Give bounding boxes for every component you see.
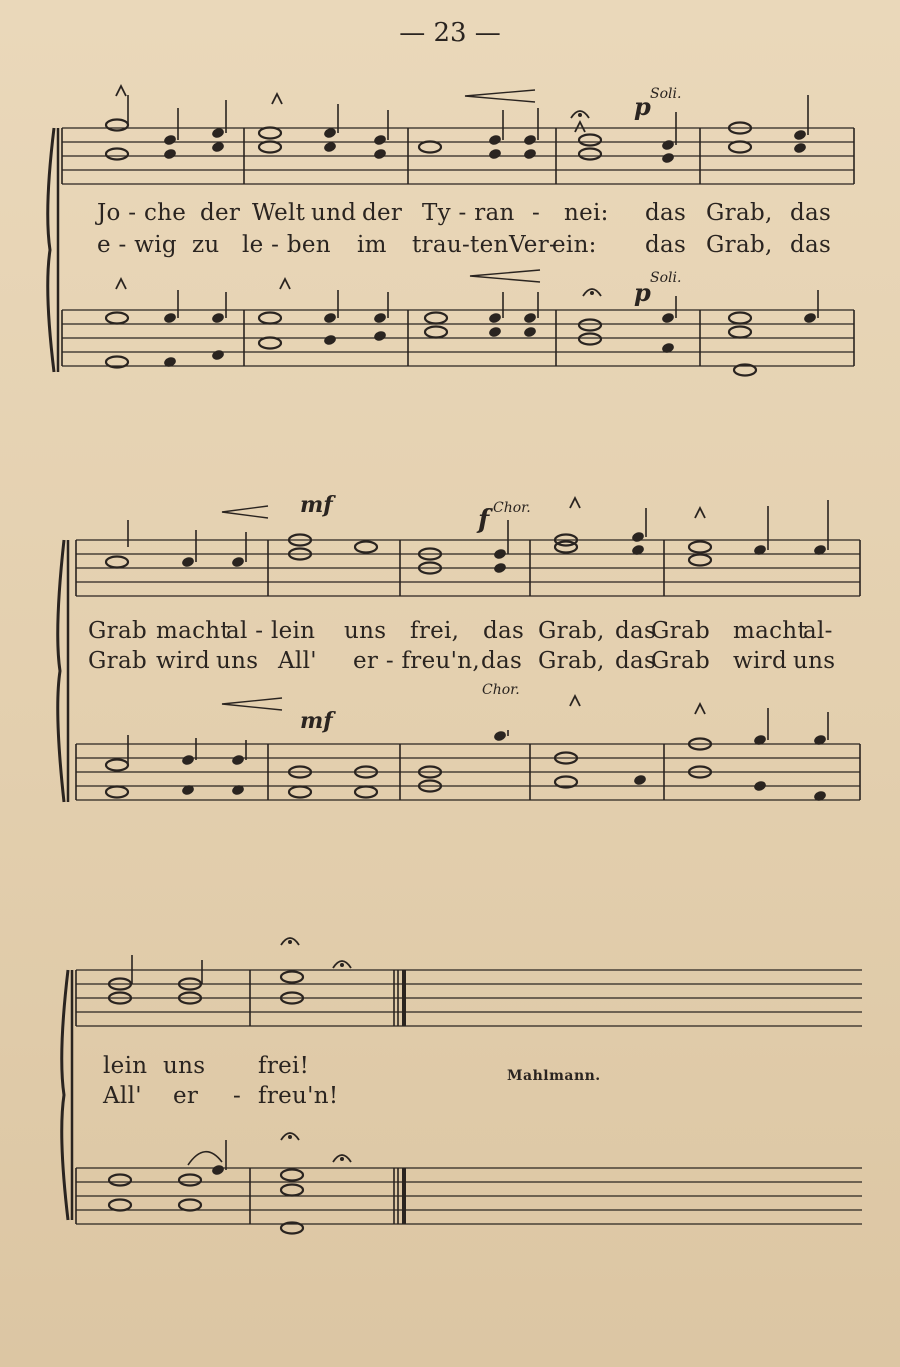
quarter-note-head: [488, 134, 502, 147]
fermata-dot: [590, 291, 594, 295]
half-note-head: [425, 313, 447, 324]
quarter-note-head: [211, 349, 225, 362]
half-note-head: [729, 313, 751, 324]
half-note-head: [106, 313, 128, 324]
half-note-head: [355, 542, 377, 553]
half-note-head: [106, 149, 128, 160]
lyric-word: uns: [344, 618, 387, 644]
lyric-word: und: [311, 200, 357, 226]
slur: [188, 1152, 222, 1165]
lyric-word: Grab: [88, 648, 148, 674]
quarter-note-head: [793, 129, 807, 142]
quarter-note-head: [661, 139, 675, 152]
lyric-word: wird: [733, 648, 787, 674]
lyric-word: im: [357, 232, 387, 258]
quarter-note-head: [523, 326, 537, 339]
crescendo-hairpin: [465, 90, 535, 102]
accent-mark: [575, 122, 585, 132]
quarter-note-head: [181, 556, 195, 569]
lyric-word: frei,: [410, 618, 460, 644]
accent-mark: [272, 94, 282, 104]
lyric-word: al - lein: [226, 618, 316, 644]
dynamic-forte-upper: f: [478, 505, 490, 535]
accent-mark: [695, 508, 705, 518]
lyric-word: Welt: [252, 200, 306, 226]
quarter-note-head: [631, 531, 645, 544]
quarter-note-head: [163, 312, 177, 325]
accent-mark: [116, 279, 126, 289]
half-note-head: [281, 1170, 303, 1181]
quarter-note-head: [493, 562, 507, 575]
quarter-note-head: [488, 148, 502, 161]
page-number: — 23 —: [399, 18, 501, 48]
quarter-note-head: [661, 312, 675, 325]
quarter-note-head: [661, 152, 675, 165]
quarter-note-head: [373, 134, 387, 147]
lyric-word: Grab: [88, 618, 148, 644]
lyric-word: Grab,: [538, 618, 605, 644]
dynamic-piano-upper: p: [634, 92, 651, 121]
half-note-head: [109, 1175, 131, 1186]
lyric-word: der: [362, 200, 403, 226]
half-note-head: [281, 1185, 303, 1196]
lyric-word: All': [103, 1083, 142, 1109]
half-note-head: [106, 557, 128, 568]
quarter-note-head: [493, 548, 507, 561]
lyric-word: frei!: [258, 1053, 310, 1079]
half-note-head: [425, 327, 447, 338]
lyric-word: Grab: [651, 648, 711, 674]
half-note-head: [281, 972, 303, 983]
quarter-note-head: [803, 312, 817, 325]
lyric-word: -: [532, 200, 541, 226]
lyric-word: macht: [733, 618, 807, 644]
system-brace: [58, 540, 64, 802]
half-note-head: [179, 1200, 201, 1211]
lyric-word: uns: [216, 648, 259, 674]
lyric-word: er - freu'n,: [353, 648, 480, 674]
system-brace: [62, 970, 68, 1220]
crescendo-hairpin: [222, 698, 282, 710]
fermata-dot: [288, 1135, 292, 1139]
half-note-head: [109, 1200, 131, 1211]
dynamic-mezzoforte-upper: mf: [300, 492, 333, 518]
lyric-word: Grab: [651, 618, 711, 644]
half-note-head: [689, 555, 711, 566]
quarter-note-head: [211, 1164, 225, 1177]
quarter-note-head: [373, 330, 387, 343]
lyric-word: macht: [156, 618, 230, 644]
dynamic-piano-lower: p: [634, 278, 651, 307]
lyric-word: das: [790, 200, 832, 226]
quarter-note-head: [163, 134, 177, 147]
lyric-word: trau-ten: [412, 232, 509, 258]
half-note-head: [179, 1175, 201, 1186]
half-note-head: [355, 787, 377, 798]
lyric-word: Ver-: [509, 232, 558, 258]
accent-mark: [280, 279, 290, 289]
half-note-head: [555, 542, 577, 553]
half-note-head: [259, 338, 281, 349]
soli-label-lower: Soli.: [650, 270, 682, 286]
half-note-head: [729, 327, 751, 338]
quarter-note-head: [181, 754, 195, 767]
quarter-note-head: [493, 730, 507, 743]
lyric-word: der: [200, 200, 241, 226]
quarter-note-head: [488, 312, 502, 325]
fermata-dot: [340, 1157, 344, 1161]
dynamic-mezzoforte-lower: mf: [300, 708, 333, 734]
lyric-word: Grab,: [706, 232, 773, 258]
half-note-head: [259, 142, 281, 153]
lyric-word: -: [233, 1083, 242, 1109]
quarter-note-head: [211, 312, 225, 325]
half-note-head: [579, 320, 601, 331]
half-note-head: [106, 120, 128, 131]
quarter-note-head: [488, 326, 502, 339]
author-name: Mahlmann.: [507, 1068, 601, 1084]
soli-label-upper: Soli.: [650, 86, 682, 102]
lyric-word: Grab,: [538, 648, 605, 674]
lyric-word: das: [645, 200, 687, 226]
lyric-word: al-: [803, 618, 833, 644]
half-note-head: [419, 142, 441, 153]
lyric-word: Ty - ran: [422, 200, 515, 226]
quarter-note-head: [523, 134, 537, 147]
lyric-word: ein:: [552, 232, 597, 258]
system-brace: [48, 128, 54, 372]
lyric-word: das: [481, 648, 523, 674]
fermata-dot: [340, 963, 344, 967]
half-note-head: [289, 787, 311, 798]
quarter-note-head: [793, 142, 807, 155]
lyric-word: e - wig: [97, 232, 177, 258]
half-note-head: [579, 149, 601, 160]
quarter-note-head: [373, 312, 387, 325]
half-note-head: [579, 334, 601, 345]
half-note-head: [579, 135, 601, 146]
half-note-head: [259, 128, 281, 139]
accent-mark: [570, 696, 580, 706]
lyric-word: das: [645, 232, 687, 258]
lyric-word: All': [278, 648, 317, 674]
half-note-head: [259, 313, 281, 324]
half-note-head: [729, 142, 751, 153]
accent-mark: [116, 86, 126, 96]
crescendo-hairpin: [470, 270, 540, 282]
lyric-word: nei:: [564, 200, 609, 226]
lyric-word: wird: [156, 648, 210, 674]
quarter-note-head: [633, 774, 647, 787]
quarter-note-head: [323, 312, 337, 325]
lyric-word: le - ben: [242, 232, 331, 258]
lyric-word: zu: [192, 232, 220, 258]
lyric-word: Grab,: [706, 200, 773, 226]
lyric-word: Jo - che: [97, 200, 187, 226]
lyric-word: lein: [103, 1053, 148, 1079]
lyric-word: freu'n!: [258, 1083, 339, 1109]
half-note-head: [106, 760, 128, 771]
chor-label-lower: Chor.: [482, 682, 520, 698]
accent-mark: [570, 498, 580, 508]
fermata-dot: [288, 940, 292, 944]
lyric-word: das: [615, 618, 657, 644]
quarter-note-head: [231, 754, 245, 767]
crescendo-hairpin: [222, 506, 268, 518]
quarter-note-head: [753, 780, 767, 793]
lyric-word: das: [483, 618, 525, 644]
chor-label-upper: Chor.: [493, 500, 531, 516]
lyric-word: uns: [163, 1053, 206, 1079]
accent-mark: [695, 704, 705, 714]
fermata-dot: [578, 113, 582, 117]
half-note-head: [106, 787, 128, 798]
quarter-note-head: [523, 148, 537, 161]
quarter-note-head: [323, 334, 337, 347]
quarter-note-head: [523, 312, 537, 325]
lyric-word: das: [790, 232, 832, 258]
lyric-word: das: [615, 648, 657, 674]
lyric-word: er: [173, 1083, 199, 1109]
half-note-head: [689, 542, 711, 553]
quarter-note-head: [373, 148, 387, 161]
lyric-word: uns: [793, 648, 836, 674]
quarter-note-head: [231, 556, 245, 569]
quarter-note-head: [163, 148, 177, 161]
